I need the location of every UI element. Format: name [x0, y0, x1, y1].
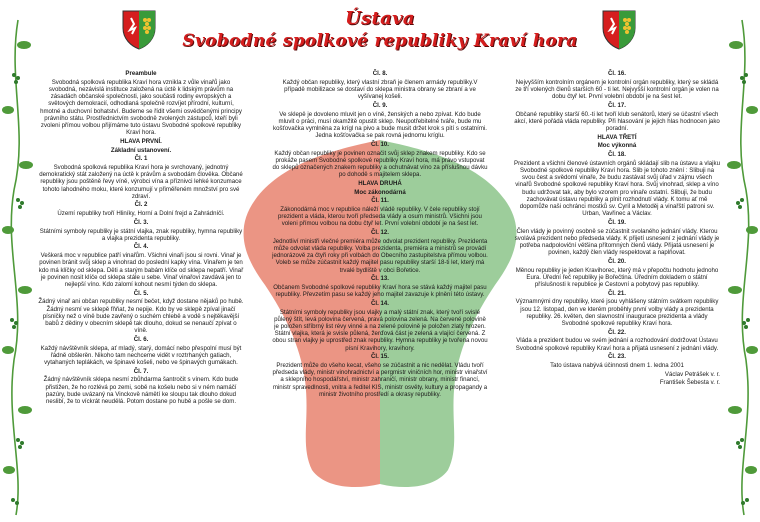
paragraph: Veškerá moc v republice patří vinařům. Všichni vinaři jsou si rovni. Vinař je povinen bránit svůj sklep a vinohrad do poslední kapky vína. Vinařem je ten kdo má klíčky od sklepa. Děti a starým babám klíče od sklepa nepatří. Vinař je povinen nosit klíče od sklepa stále u sebe. Vinař vinařovi zavdává jen to nejlepší víno. Kdo zalomí kohout nesmí týden do sklepa. [38, 252, 244, 288]
article-number: Čl. 5. [133, 289, 149, 297]
part-subheading: Moc výkonná [597, 142, 637, 150]
paragraph: Každý návštěvník sklepa, ať mladý, starý, domácí nebo přespolní musí být řádně obšlerěn. Nikoho tam nechceme vidět v roztrhaných gatiach, vytahaných teplákách, ve špinavé košeli, nebo ve špinavých gumákach. [40, 344, 242, 367]
right-grapevine-border [726, 0, 760, 522]
left-grapevine-border [0, 0, 34, 522]
article-number: Čl. 7. [133, 367, 149, 375]
article-number: Čl. 8. [372, 70, 388, 77]
paragraph: Státními symboly republiky jsou vlajky a malý státní znak, který tvoří svislé půlený štít, levá polovina červená, pravá polovina zelená. Na červené polovině je položen stříbrný list révy vinné a na zelené polovině je položen zlatý hrozen. Státní vlajka, která je svisle půlená, žerďová část je zelená a vlající červená. Z obou stran vlajky je uprostřed znak republiky. Hymna republiky je tvořena novou písní Kravihory, kravihory. [272, 308, 488, 352]
article-number: Čl. 14. [371, 299, 389, 307]
article-number: Čl. 9. [372, 101, 388, 109]
article-number: Čl. 17. [608, 101, 626, 109]
paragraph: Měnou republiky je jeden Kravihorec, který má v přepočtu hodnotu jednoho Eura. Úřední řeč republiky je Bořečtina. Úředním dokladem o státní příslušnosti k republice je Cestovní a pobytový pas republiky. [515, 266, 719, 288]
section-heading: Preambule [125, 70, 157, 77]
article-number: Čl. 12. [371, 229, 389, 237]
paragraph: Vláda a prezident budou ve svém jednání a rozhodování dodržovat Ústavu Svobodné spolkové republiky Kraví hora a přijatá usnesení z jednání vlády. [515, 337, 719, 352]
paragraph: Tato ústava nabývá účinnosti dnem 1. ledna 2001 [550, 362, 684, 370]
paragraph: Jednotliví ministři vlečné premiéra může odvolat prezident republiky. Prezidenta může odvolat vláda republiky. Volba prezidenta, premiéra a ministrů se provádí jednorázově za čtyři roky při volbách do Obecního zastupitelstva přímou volbou. Voleb se může zúčastnit každý majitel pasu republiky starší 18-ti let, který má trvalé bydliště v obci Bořetice. [272, 237, 488, 274]
paragraph: Významnými dny republiky, které jsou vyhlášeny státním svátkem republiky jsou 12. listopad, den ve kterém proběhly první volby vlády a prezidenta republiky. 26. květen, den slavnostní inaugurace prezidenta a vlády Svobodné spolkové republiky Kraví hora. [515, 298, 719, 327]
signature-line: Václav Petrášek v. r. [664, 370, 720, 378]
article-number: Čl. 11. [371, 197, 389, 205]
paragraph: Zákonodárná moc v republice náleží vládě republiky. V čele republiky stojí prezident a vláda, kterou tvoří předseda vlády a osum ministrů. Všichni jsou voleni přímou volbou na dobu čtyř let. První volební období je na šest let. [278, 205, 482, 228]
column-center [272, 70, 488, 400]
article-number: Čl. 13. [371, 275, 389, 283]
paragraph: Občané republiky starší 60.-ti let tvoří klub senátorů, který se účastní všech akcí, které pořádá vláda republiky. Při hlasování je jejich hlas hodnocen jako poradní. [514, 110, 720, 132]
paragraph: Svobodná spolková republika Kraví hora je svrchovaný, jednotný demokratický stát založený na úctě k právům a svobodám člověka. Občané republiky jsou poštěně řevy víně, výrobci vína a příznivci lehké konzumace tohoto lahodného moku, které konzumují v přiměřeném množství pro své zdraví. [39, 163, 243, 200]
article-number: Čl. 4. [133, 243, 149, 251]
paragraph: Prezident a všichni členové ústavních orgánů skládají slib na ústavu a vlajku Svobodné spolkové republiky Kraví hora. Slib je tohoto znění : Slibuji na svou čest a svědomí vinaře, že budu zastávat svůj úřad v zájmu všech vinařů Svobodné spolkové republiky Kraví hora. Svůj vinohrad, sklep a víno budu udržovat tak, aby bylo vzorem pro vinaře ostatní. Slibuji, že budu zachovávat ústavu republiky a plnit rozhodnutí vlády. K tomu ať mě dopomůže naši ochránci mostků sv. Cyril a Metoděj a vinařští patroni sv. Urban, Vavřinec a Václav. [514, 159, 720, 218]
paragraph: Území republiky tvoří Hliníky, Horní a Dolní frejd a Zahrádníčí. [57, 210, 225, 218]
article-number: Čl. 23. [608, 353, 626, 361]
title-line-2: Svobodné spolkové republiky Kraví hora [182, 31, 578, 51]
paragraph: Prezident může do všeho kecat, všeho se zúčastnit a nic nedělat. Vládu tvoří předseda vlády, ministr vinohradnictví a pergmistr viničních hor, ministr vinařství a sklepního hospodářství, ministr zahraničí, ministr obrany, ministr financí, ministr spravedlnosti, vnitra a ředitel KIS, ministr osvěty, kultury a propagandy a ministr životního prostředí a okrasy republiky. [272, 362, 488, 398]
part-heading: HLAVA DRUHÁ [358, 179, 402, 187]
document-header [150, 8, 610, 52]
paragraph: Ve sklepě je dovoleno mluvit jen o víně, ženských a nebo zpívat. Kdo bude mluvit o práci, musí okamžitě opustit sklep. Neupotřebitelné tváře, bude mu košťovačka vymlněna za krígl na pivo a bude musit držet krok s pití s ostatními. Jedna košťovačka se pak rovná jednomu kríglu. [273, 110, 487, 140]
article-number: Čl. 22. [608, 328, 626, 336]
paragraph: Nejvyšším kontrolním orgánem je kontrolní orgán republiky, který se skládá ze tří volených členů starších 60 - ti let. Nejvyšší kontrolní orgán je volen na dobu čtyř let. První volební období je na šest let. [515, 78, 719, 101]
paragraph: Svobodná spolková republika Kraví hora vznikla z vůle vinařů jako svobodná, nezávislá instituce založená na úctě k lidským právům na zásadách občanské společnosti, jako součásti rodiny evropských a světových demokracií, odhodlaná společně rozvíjet přírodní, kulturní, hmotné a duchovní bohatství. Budeme se řídit všemi osvědčenými principy právního státu. Prostřednictvím svobodně zvolených zástupců, kteří byli zvoleni přímou volbou přijímáme tuto ústavu Svobodné spolkové republiky Kraví hora. [40, 78, 242, 137]
paragraph: Státními symboly republiky je státní vlajka, znak republiky, hymna republiky a vlajka prezidenta republiky. [39, 227, 243, 242]
article-number: Čl. 6. [133, 335, 149, 343]
article-number: Čl. 3. [133, 218, 149, 226]
article-number: Čl. 10. [371, 140, 389, 148]
title-line-1: Ústava [345, 8, 415, 29]
paragraph: Žádný vinař ani občan republiky nesmí bečet, když dostane nějaků po hubě. Žádný nesmí ve sklepě fňňat, že nepije. Kdo by ve sklepě zpíval jinačí písničky než o víně bude zavřený o suchém chlebě a vodě s nejtěkavější babů z dědiny v obecním sklepě tak dlouho, dokud se nenaučí zpívat o víně. [38, 298, 244, 335]
paragraph: Každý občan republiky je povinen označit svůj sklep znakem republiky. Kdo se prokáže pasem Svobodné spolkové republiky Kraví hora, má právo vstupovat do sklepů označených znakem republiky a ochutnávat víno za příslušnou dávku po dohodě s majitelem sklepa. [272, 149, 488, 179]
article-number: Čl. 16. [608, 70, 626, 77]
article-number: Čl. 21. [608, 289, 626, 297]
article-number: Čl. 1 [134, 155, 148, 163]
paragraph: Člen vlády je povinný osobně se zúčastnit svolaného jednání vlády. Kterou svolává prezident nebo předseda vlády. K přijetí usnesení z jednání vlády je potřeba nadpoloviční většina přítomných členů vlády. Přijatá usnesení je povinen, každý člen vlády respektovat a naplňovat. [514, 227, 720, 257]
paragraph: Občanem Svobodné spolkové republiky Kraví hora se stává každý majitel pasu republiky. Převzetím pasu se každý jeho majitel zavazuje k plnění této ústavy. [273, 283, 487, 299]
article-number: Čl. 19. [608, 218, 626, 226]
article-number: Čl. 20. [608, 257, 626, 265]
part-heading: HLAVA TŘETÍ [597, 133, 637, 141]
article-number: Čl. 18. [608, 151, 626, 159]
column-right [514, 70, 720, 388]
paragraph: Každý občan republiky, který vlastní zbraň je členem armády republiky.V případě mobilizace se dostaví do sklepa ministra obrany se zbraní a ve vyšívanej košeli. [282, 78, 478, 101]
paragraph: Žádný návštěvník sklepa nesmí zbůhdarma šantročit s vínem. Kdo bude přistižen, že ho rozlévá po zemi, sobě na košelu nebo si v ném namáčí pazúry, bude uvázaný na Vinckově námětí ke sloupu tak dlouho dokud neslibí, že to víckrát neudělá. Potom dostane po hubě a pošle se dom. [43, 376, 239, 406]
part-heading: HLAVA PRVNÍ. [120, 137, 162, 145]
signature-line: František Šebesta v. r. [659, 379, 720, 387]
column-left [38, 70, 244, 407]
part-subheading: Základní ustanovení. [110, 146, 172, 154]
article-number: Čl. 2 [134, 201, 148, 209]
part-subheading: Moc zákonodárná [354, 188, 406, 196]
article-number: Čl. 15. [371, 353, 389, 361]
